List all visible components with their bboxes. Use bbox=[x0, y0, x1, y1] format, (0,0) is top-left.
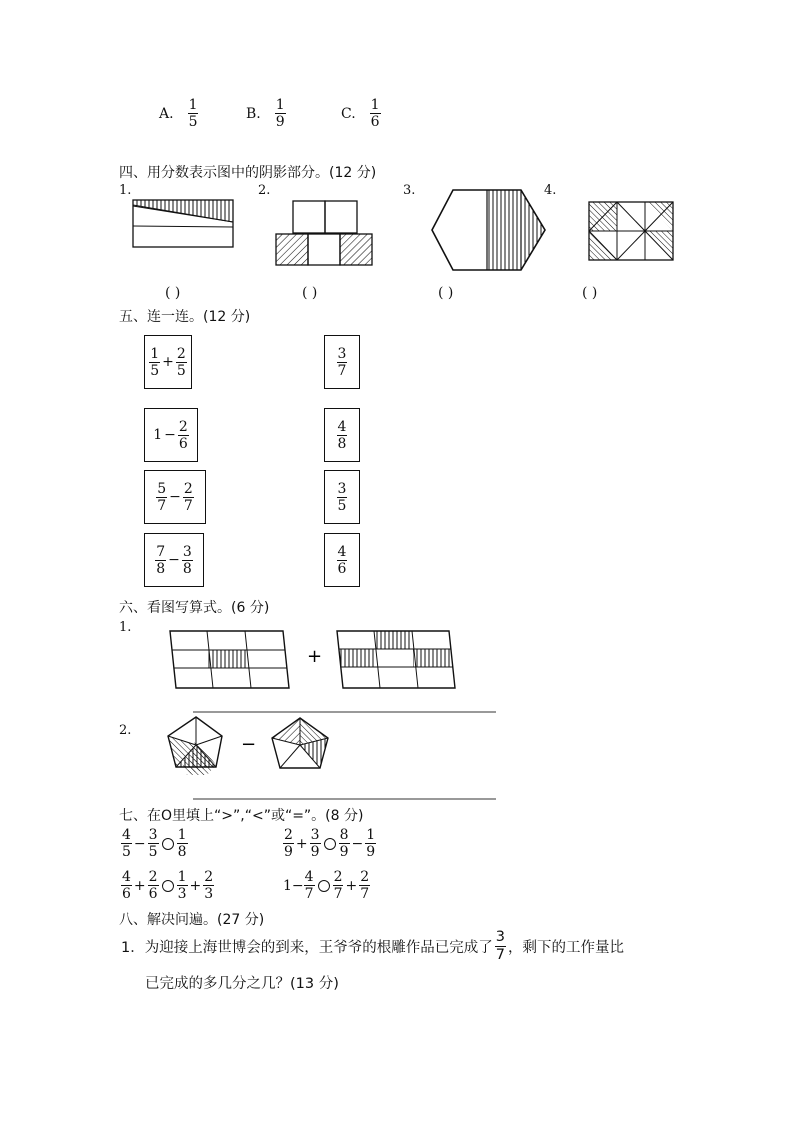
s8-q1-line2: 已完成的多几分之几？(13 分) bbox=[145, 976, 339, 992]
s4-label-4: 4. bbox=[544, 183, 557, 198]
s6-pentagon-1 bbox=[168, 717, 222, 775]
s5-left-1[interactable]: $\frac{1}{5}$ + $\frac{2}{5}$ bbox=[144, 335, 192, 389]
s5-left-4[interactable]: $\frac{7}{8}$ − $\frac{3}{8}$ bbox=[144, 533, 204, 587]
section7-title: 七、在O里填上“>”,“<”或“=”。(8 分) bbox=[119, 808, 364, 824]
option-b-letter: B. bbox=[246, 105, 261, 122]
s7-item-2: $\frac{2}{9}$ + $\frac{3}{9}$ $\frac{8}{9}$ − $\frac{1}{9}$ bbox=[284, 827, 376, 860]
s5-left-3[interactable]: $\frac{5}{7}$ − $\frac{2}{7}$ bbox=[144, 470, 206, 524]
option-b-fraction: $\frac{1}{9}$ bbox=[275, 97, 285, 130]
option-a-fraction: $\frac{1}{5}$ bbox=[188, 97, 198, 130]
option-c-fraction: $\frac{1}{6}$ bbox=[370, 97, 380, 130]
option-a-letter: A. bbox=[159, 105, 174, 122]
section8-title: 八、解决问遍。(27 分) bbox=[119, 912, 265, 928]
s7-item-1: $\frac{4}{5}$ − $\frac{3}{5}$ $\frac{1}{8}$ bbox=[122, 827, 187, 860]
section4-title: 四、用分数表示图中的阴影部分。(12 分) bbox=[119, 165, 377, 181]
option-c-letter: C. bbox=[341, 105, 356, 122]
s4-answer-1[interactable]: ( ) bbox=[165, 285, 181, 301]
s5-right-2[interactable]: $\frac{4}{8}$ bbox=[324, 408, 360, 462]
s5-right-4[interactable]: $\frac{4}{6}$ bbox=[324, 533, 360, 587]
s4-answer-2[interactable]: ( ) bbox=[302, 285, 318, 301]
s6-parallelogram-2 bbox=[337, 631, 455, 688]
s6-op-2: − bbox=[241, 734, 257, 755]
s7-item-4: 1− $\frac{4}{7}$ $\frac{2}{7}$ + $\frac{2}{7}$ bbox=[283, 869, 370, 902]
s6-label-1: 1. bbox=[119, 620, 132, 635]
s6-op-1: + bbox=[307, 646, 323, 667]
compare-circle[interactable] bbox=[162, 880, 174, 892]
s6-parallelogram-1 bbox=[170, 631, 289, 688]
s4-answer-4[interactable]: ( ) bbox=[582, 285, 598, 301]
section6-title: 六、看图写算式。(6 分) bbox=[119, 600, 270, 616]
compare-circle[interactable] bbox=[162, 838, 174, 850]
s4-label-1: 1. bbox=[119, 183, 132, 198]
s4-label-3: 3. bbox=[403, 183, 416, 198]
section5-title: 五、连一连。(12 分) bbox=[119, 309, 251, 325]
s6-pentagon-2 bbox=[272, 718, 328, 768]
compare-circle[interactable] bbox=[318, 880, 330, 892]
s4-answer-3[interactable]: ( ) bbox=[438, 285, 454, 301]
s8-q1-line1: 1．为迎接上海世博会的到来，王爷爷的根雕作品已完成了 $\frac{3}{7}$ ，剩下的工作量比 bbox=[121, 929, 624, 963]
s6-label-2: 2. bbox=[119, 723, 132, 738]
s5-right-1[interactable]: $\frac{3}{7}$ bbox=[324, 335, 360, 389]
s4-label-2: 2. bbox=[258, 183, 271, 198]
s5-right-3[interactable]: $\frac{3}{5}$ bbox=[324, 470, 360, 524]
s5-left-2[interactable]: 1 − $\frac{2}{6}$ bbox=[144, 408, 198, 462]
s7-item-3: $\frac{4}{6}$ + $\frac{2}{6}$ $\frac{1}{3}$ + $\frac{2}{3}$ bbox=[122, 869, 214, 902]
compare-circle[interactable] bbox=[324, 838, 336, 850]
